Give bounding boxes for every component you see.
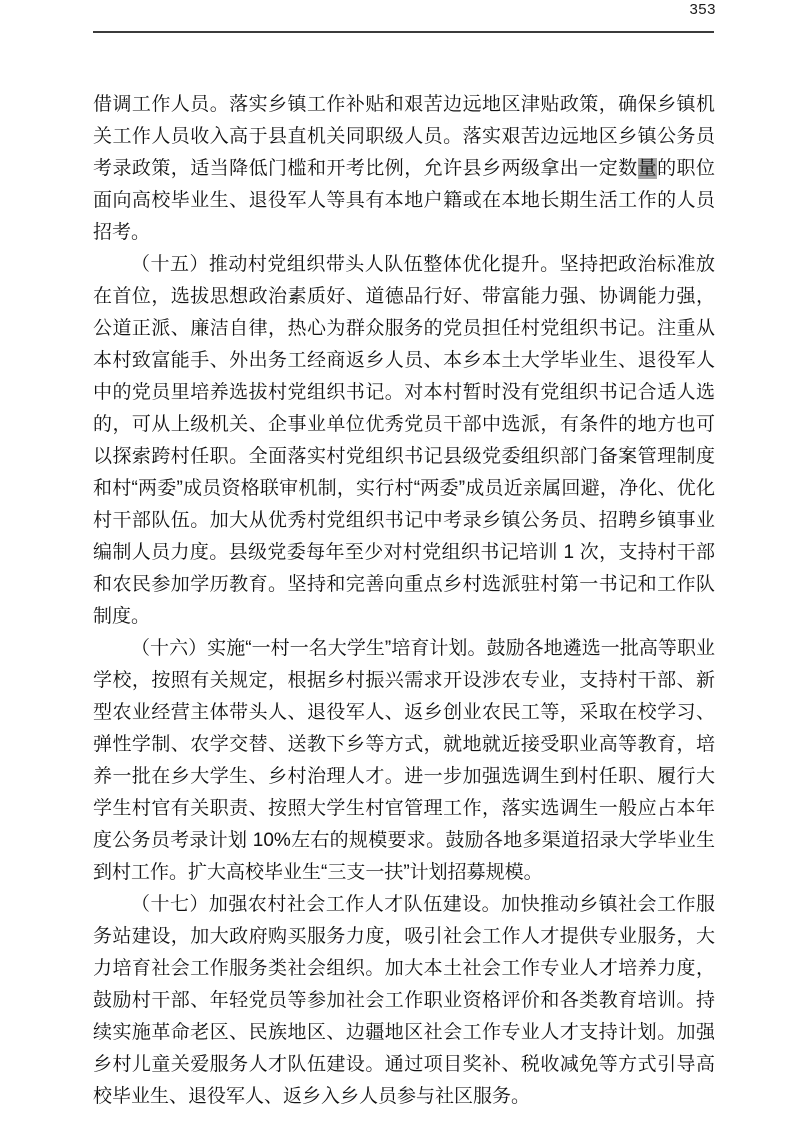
page-number: 353 bbox=[689, 1, 716, 18]
paragraph-item-15: （十五）推动村党组织带头人队伍整体优化提升。坚持把政治标准放在首位，选拔思想政治素质好、道德品行好、带富能力强、协调能力强，公道正派、廉洁自律，热心为群众服务的党员担任村党组织书记。注重从本村致富能手、外出务工经商返乡人员、本乡本土大学毕业生、退役军人中的党员里培养选拔村党组织书记。对本村暂时没有党组织书记合适人选的，可从上级机关、企事业单位优秀党员干部中选派，有条件的地方也可以探索跨村任职。全面落实村党组织书记县级党委组织部门备案管理制度和村“两委”成员资格联审机制，实行村“两委”成员近亲属回避，净化、优化村干部队伍。加大从优秀村党组织书记中考录乡镇公务员、招聘乡镇事业编制人员力度。县级党委每年至少对村党组织书记培训 1 次，支持村干部和农民参加学历教育。坚持和完善向重点乡村选派驻村第一书记和工作队制度。 bbox=[93, 254, 715, 627]
highlighted-character: 量 bbox=[637, 158, 658, 179]
document-body bbox=[93, 89, 715, 1113]
paragraph-continuation bbox=[93, 89, 715, 249]
paragraph-text-after-highlight: 的职位面向高校毕业生、退役军人等具有本地户籍或在本地长期生活工作的人员招考。 bbox=[93, 158, 715, 243]
paragraph-item-16: （十六）实施“一村一名大学生”培育计划。鼓励各地遴选一批高等职业学校，按照有关规定，根据乡村振兴需求开设涉农专业，支持村干部、新型农业经营主体带头人、退役军人、返乡创业农民工等，采取在校学习、弹性学制、农学交替、送教下乡等方式，就地就近接受职业高等教育，培养一批在乡大学生、乡村治理人才。进一步加强选调生到村任职、履行大学生村官有关职责、按照大学生村官管理工作，落实选调生一般应占本年度公务员考录计划 10%左右的规模要求。鼓励各地多渠道招录大学毕业生到村工作。扩大高校毕业生“三支一扶”计划招募规模。 bbox=[93, 638, 715, 883]
paragraph-text-before-highlight: 借调工作人员。落实乡镇工作补贴和艰苦边远地区津贴政策，确保乡镇机关工作人员收入高于县直机关同职级人员。落实艰苦边远地区乡镇公务员考录政策，适当降低门槛和开考比例，允许县乡两级拿出一定数 bbox=[93, 94, 715, 179]
header-rule bbox=[93, 31, 714, 33]
paragraph-item-17: （十七）加强农村社会工作人才队伍建设。加快推动乡镇社会工作服务站建设，加大政府购买服务力度，吸引社会工作人才提供专业服务，大力培育社会工作服务类社会组织。加大本土社会工作专业人才培养力度，鼓励村干部、年轻党员等参加社会工作职业资格评价和各类教育培训。持续实施革命老区、民族地区、边疆地区社会工作专业人才支持计划。加强乡村儿童关爱服务人才队伍建设。通过项目奖补、税收减免等方式引导高校毕业生、退役军人、返乡入乡人员参与社区服务。 bbox=[93, 894, 715, 1107]
